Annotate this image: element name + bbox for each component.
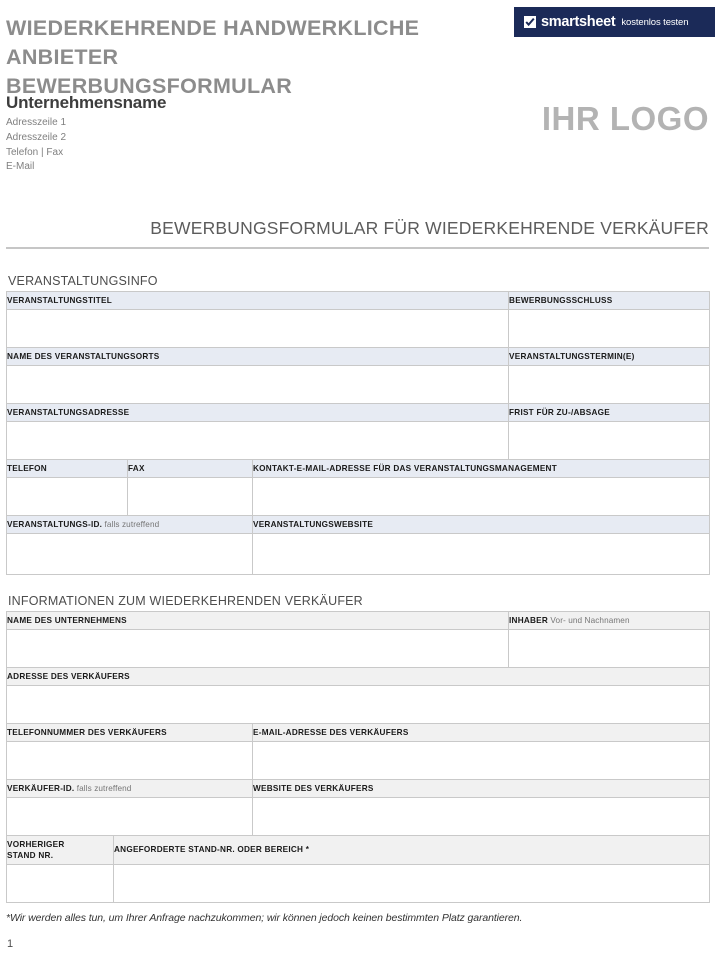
field-input-event-dates[interactable] [509,366,710,404]
footnote-disclaimer: *Wir werden alles tun, um Ihrer Anfrage nachzukommen; wir können jedoch keinen bestimmten Platz garantieren. [6,912,523,924]
field-label-vendor-id [7,780,253,798]
company-info-block [6,93,306,175]
table-row [7,865,710,903]
table-row [7,478,710,516]
section-vendor-info [6,594,709,903]
field-input-requested-booth[interactable] [114,865,710,903]
section-vendor-info-label: INFORMATIONEN ZUM WIEDERKEHRENDEN VERKÄUFER [8,594,363,608]
table-row [7,724,710,742]
section-event-info [6,274,709,575]
page-title [6,14,526,101]
page-title-line-2: BEWERBUNGSFORMULAR [6,74,293,99]
header-divider [6,247,709,249]
smartsheet-tagline: kostenlos testen [621,16,689,28]
field-label-vendor-email: E-MAIL-ADRESSE DES VERKÄUFERS [253,724,710,742]
field-label-vendor-id-note: falls zutreffend [74,784,132,793]
field-input-owner[interactable] [509,630,710,668]
field-label-event-website: VERANSTALTUNGSWEBSITE [253,516,710,534]
field-input-phone[interactable] [7,478,128,516]
field-input-vendor-website[interactable] [253,798,710,836]
page-header [6,0,709,101]
field-input-business-name[interactable] [7,630,509,668]
smartsheet-trial-badge[interactable] [514,7,715,37]
field-label-fax: FAX [128,460,253,478]
table-row [7,516,710,534]
field-label-venue-name: NAME DES VERANSTALTUNGSORTS [7,348,509,366]
table-row [7,836,710,865]
logo-placeholder: IHR LOGO [541,100,709,137]
field-label-application-deadline: BEWERBUNGSSCHLUSS [509,292,710,310]
table-row [7,292,710,310]
field-input-event-title[interactable] [7,310,509,348]
page-number: 1 [7,938,14,950]
table-row [7,686,710,724]
field-label-business-name: NAME DES UNTERNEHMENS [7,612,509,630]
field-input-event-id[interactable] [7,534,253,575]
field-input-vendor-id[interactable] [7,798,253,836]
field-label-previous-booth: VORHERIGER STAND NR. [7,836,114,865]
table-row [7,612,710,630]
field-input-vendor-address[interactable] [7,686,710,724]
field-label-event-id-note: falls zutreffend [102,520,160,529]
field-label-event-id [7,516,253,534]
table-row [7,404,710,422]
field-label-event-id-strong: VERANSTALTUNGS-ID. [7,520,103,529]
smartsheet-brand-label: smartsheet [541,14,616,30]
field-label-acceptance-deadline: FRIST FÜR ZU-/ABSAGE [509,404,710,422]
page-title-line-1: WIEDERKEHRENDE HANDWERKLICHE ANBIETER [6,16,420,70]
table-row [7,460,710,478]
field-input-event-address[interactable] [7,422,509,460]
field-label-phone: TELEFON [7,460,128,478]
form-subtitle: BEWERBUNGSFORMULAR FÜR WIEDERKEHRENDE VERKÄUFER [150,218,709,238]
table-row [7,742,710,780]
field-input-vendor-phone[interactable] [7,742,253,780]
field-input-fax[interactable] [128,478,253,516]
company-phone-fax: Telefon | Fax [6,146,64,158]
company-address-line-1: Adresszeile 1 [6,117,67,128]
field-label-event-dates: VERANSTALTUNGSTERMIN(E) [509,348,710,366]
company-name: Unternehmensname [6,93,167,112]
table-row [7,668,710,686]
field-label-owner-strong: INHABER [509,616,549,625]
company-address-line-2: Adresszeile 2 [6,131,67,143]
field-input-contact-email[interactable] [253,478,710,516]
field-label-vendor-id-strong: VERKÄUFER-ID. [7,784,75,793]
field-label-event-address: VERANSTALTUNGSADRESSE [7,404,509,422]
field-input-vendor-email[interactable] [253,742,710,780]
field-label-vendor-phone: TELEFONNUMMER DES VERKÄUFERS [7,724,253,742]
checkbox-checked-icon [524,16,536,28]
field-label-contact-email: KONTAKT-E-MAIL-ADRESSE FÜR DAS VERANSTALTUNGSMANAGEMENT [253,460,710,478]
table-row [7,366,710,404]
field-label-event-title: VERANSTALTUNGSTITEL [7,292,509,310]
field-label-requested-booth: ANGEFORDERTE STAND-NR. ODER BEREICH * [114,836,710,865]
company-email: E-Mail [6,161,35,173]
section-event-info-label: VERANSTALTUNGSINFO [8,274,158,288]
field-input-acceptance-deadline[interactable] [509,422,710,460]
field-label-vendor-website: WEBSITE DES VERKÄUFERS [253,780,710,798]
table-row [7,534,710,575]
vendor-info-table [6,611,710,903]
table-row [7,310,710,348]
event-info-table [6,291,710,575]
table-row [7,630,710,668]
table-row [7,422,710,460]
table-row [7,780,710,798]
field-input-venue-name[interactable] [7,366,509,404]
field-input-application-deadline[interactable] [509,310,710,348]
field-input-previous-booth[interactable] [7,865,114,903]
field-label-owner-note: Vor- und Nachnamen [548,616,630,625]
field-input-event-website[interactable] [253,534,710,575]
table-row [7,348,710,366]
field-label-vendor-address: ADRESSE DES VERKÄUFERS [7,668,710,686]
table-row [7,798,710,836]
field-label-owner [509,612,710,630]
